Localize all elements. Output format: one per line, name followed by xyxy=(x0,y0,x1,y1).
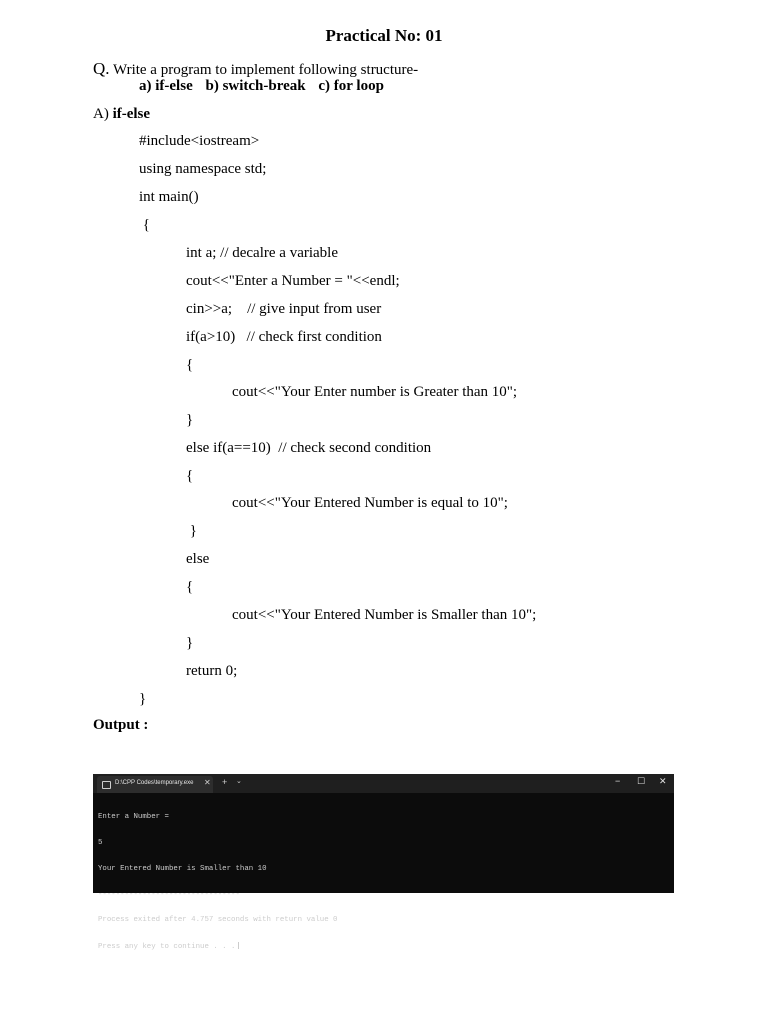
code-line: cout<<"Your Enter number is Greater than 10"; xyxy=(232,384,518,400)
code-line: return 0; xyxy=(186,663,238,679)
minimize-button[interactable]: − xyxy=(615,776,621,786)
terminal-tab[interactable] xyxy=(97,776,213,793)
terminal-line: -------------------------------- xyxy=(98,890,240,899)
section-title: if-else xyxy=(112,106,151,122)
terminal-tab-title: D:\CPP Codes\temporary.exe xyxy=(115,780,194,786)
question-label: Q. xyxy=(93,59,110,78)
question-part-b: b) switch-break xyxy=(205,78,306,94)
code-line: { xyxy=(139,217,150,233)
code-line: int a; // decalre a variable xyxy=(186,245,338,261)
code-line: else xyxy=(186,551,210,567)
code-line: cin>>a; // give input from user xyxy=(186,301,382,317)
code-line: else if(a==10) // check second condition xyxy=(186,440,432,456)
code-line: { xyxy=(186,579,194,595)
code-line: } xyxy=(186,412,194,428)
terminal-titlebar xyxy=(93,774,674,793)
terminal-line xyxy=(98,942,669,951)
chevron-down-icon[interactable]: ⌄ xyxy=(236,778,242,785)
tab-close-icon[interactable]: ✕ xyxy=(204,778,211,787)
question xyxy=(93,59,418,79)
code-line: } xyxy=(186,635,194,651)
terminal-window xyxy=(93,774,674,952)
code-line: cout<<"Your Entered Number is Smaller than 10"; xyxy=(232,607,537,623)
code-line: { xyxy=(186,357,194,373)
new-tab-button[interactable]: + xyxy=(222,777,228,787)
page-title: Practical No: 01 xyxy=(325,26,443,45)
terminal-prompt-text: Press any key to continue . . . xyxy=(98,943,236,952)
code-line: cout<<"Your Entered Number is equal to 10"; xyxy=(232,495,508,511)
terminal-line: Your Entered Number is Smaller than 10 xyxy=(98,864,267,873)
text-cursor xyxy=(238,942,239,949)
close-button[interactable]: ✕ xyxy=(659,776,667,786)
question-parts xyxy=(139,78,393,95)
code-line: using namespace std; xyxy=(139,161,267,177)
terminal-line: 5 xyxy=(98,838,103,847)
terminal-icon xyxy=(102,781,111,789)
code-line: if(a>10) // check first condition xyxy=(186,329,382,345)
output-label: Output : xyxy=(93,717,149,733)
section-prefix: A) xyxy=(93,106,109,122)
question-part-a: a) if-else xyxy=(139,78,193,94)
maximize-button[interactable]: ☐ xyxy=(637,776,646,786)
terminal-line: Enter a Number = xyxy=(98,813,169,822)
code-line: } xyxy=(186,523,197,539)
terminal-output[interactable] xyxy=(98,796,669,968)
section-heading xyxy=(93,106,150,123)
question-text: Write a program to implement following structure- xyxy=(113,62,419,78)
code-line: { xyxy=(186,468,194,484)
question-part-c: c) for loop xyxy=(318,78,384,94)
terminal-line: Process exited after 4.757 seconds with return value 0 xyxy=(98,916,338,925)
code-line: } xyxy=(139,691,147,707)
code-line: #include<iostream> xyxy=(139,133,260,149)
code-line: int main() xyxy=(139,189,199,205)
code-line: cout<<"Enter a Number = "<<endl; xyxy=(186,273,400,289)
